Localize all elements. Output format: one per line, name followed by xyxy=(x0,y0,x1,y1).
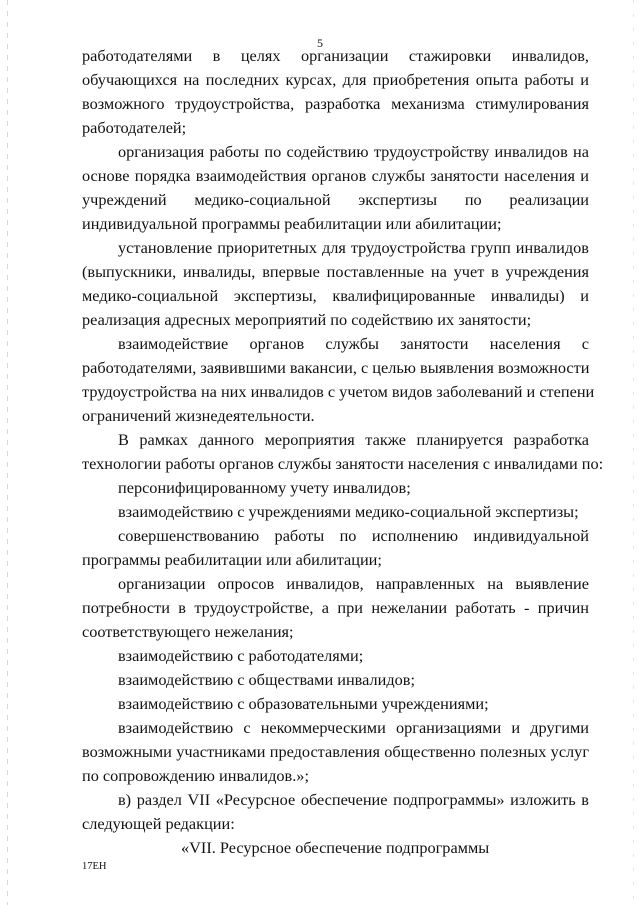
text-line: работодателей; xyxy=(82,118,187,137)
text-line: организации опросов инвалидов, направленных на выявление xyxy=(118,574,589,593)
text-line: работодателями в целях организации стажировки инвалидов, xyxy=(82,46,589,65)
text-line: программы реабилитации или абилитации; xyxy=(82,550,382,569)
text-line: совершенствованию работы по исполнению индивидуальной xyxy=(118,526,589,545)
text-line: медико-социальной экспертизы, квалифицированные инвалиды) и xyxy=(82,286,589,305)
text-line: взаимодействию с работодателями; xyxy=(118,646,364,665)
text-line: взаимодействию с некоммерческими организациями и другими xyxy=(118,718,589,737)
text-line: реализация адресных мероприятий по содействию их занятости; xyxy=(82,310,532,329)
text-line: ограничений жизнедеятельности. xyxy=(82,406,315,425)
text-line: взаимодействие органов службы занятости населения с xyxy=(118,334,589,353)
text-line: трудоустройства на них инвалидов с учетом видов заболеваний и степени xyxy=(82,382,595,401)
text-line: взаимодействию с учреждениями медико-социальной экспертизы; xyxy=(118,502,579,521)
text-line: индивидуальной программы реабилитации или абилитации; xyxy=(82,214,502,233)
text-line: организация работы по содействию трудоустройству инвалидов на xyxy=(118,142,589,161)
text-line: учреждений медико-социальной экспертизы по реализации xyxy=(82,190,589,209)
text-line: взаимодействию с обществами инвалидов; xyxy=(118,670,415,689)
text-line: работодателями, заявившими вакансии, с целью выявления возможности xyxy=(82,358,590,377)
text-line: технологии работы органов службы занятости населения с инвалидами по: xyxy=(82,454,604,473)
section-heading: «VII. Ресурсное обеспечение подпрограммы xyxy=(181,838,490,857)
text-line: взаимодействию с образовательными учреждениями; xyxy=(118,694,489,713)
text-line: возможными участниками предоставления общественно полезных услуг xyxy=(82,742,589,761)
text-line: возможного трудоустройства, разработка механизма стимулирования xyxy=(82,94,589,113)
text-line: персонифицированному учету инвалидов; xyxy=(118,478,411,497)
text-line: следующей редакции: xyxy=(82,814,235,833)
text-line: соответствующего нежелания; xyxy=(82,622,294,641)
text-line: (выпускники, инвалиды, впервые поставленные на учет в учреждения xyxy=(82,262,589,281)
scan-edge-left xyxy=(7,0,8,905)
text-line: потребности в трудоустройстве, а при нежелании работать - причин xyxy=(82,598,589,617)
text-line: в) раздел VII «Ресурсное обеспечение подпрограммы» изложить в xyxy=(118,790,589,809)
text-line: установление приоритетных для трудоустройства групп инвалидов xyxy=(118,238,589,257)
text-line: основе порядка взаимодействия органов службы занятости населения и xyxy=(82,166,589,185)
footer-code: 17EH xyxy=(82,861,107,872)
text-line: обучающихся на последних курсах, для приобретения опыта работы и xyxy=(82,70,589,89)
page-number: 5 xyxy=(317,36,323,50)
text-line: по сопровождению инвалидов.»; xyxy=(82,766,309,785)
scan-edge-right xyxy=(633,0,634,905)
text-line: В рамках данного мероприятия также планируется разработка xyxy=(118,430,589,449)
